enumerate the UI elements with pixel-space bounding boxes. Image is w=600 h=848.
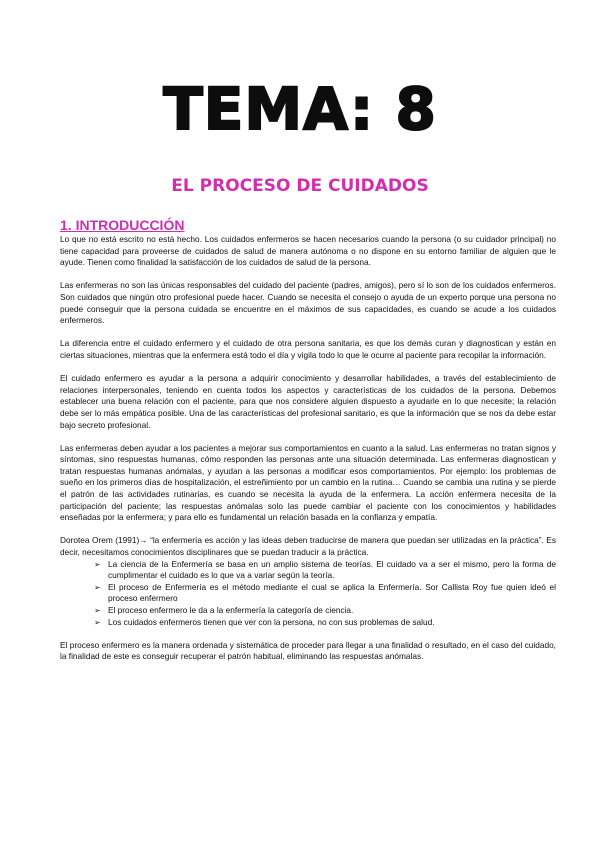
list-item bbox=[94, 559, 556, 582]
arrow-bullet-icon: ➢ bbox=[94, 582, 101, 592]
arrow-bullet-icon: ➢ bbox=[94, 617, 101, 627]
paragraph: Dorotea Orem (1991)→ “la enfermería es acción y las ideas deben traducirse de manera que puedan ser utilizadas en la práctica”. Es decir, necesitamos conocimientos disciplinares que se puedan traducir a la práctica. bbox=[60, 535, 556, 558]
page-subtitle: EL PROCESO DE CUIDADOS bbox=[171, 176, 429, 196]
list-item bbox=[94, 582, 556, 605]
list-item-text: Los cuidados enfermeros tienen que ver con la persona, no con sus problemas de salud. bbox=[108, 616, 435, 627]
list-item-text: La ciencia de la Enfermería se basa en un amplio sistema de teorías. El cuidado va a ser el mismo, pero la forma de cumplimentar el cuidado es lo que va a variar según la teoría. bbox=[108, 558, 556, 581]
paragraph: Lo que no está escrito no está hecho. Los cuidados enfermeros se hacen necesarios cuando la persona (o su cuidador principal) no tiene capacidad para proveerse de cuidados de salud de manera autónoma o no dispone en su entorno familiar de alguien que le ayude. Tienen como finalidad la satisfacción de los cuidados de salud de la persona. bbox=[60, 234, 556, 268]
paragraph: Las enfermeras deben ayudar a los pacientes a mejorar sus comportamientos en cuanto a la salud. Las enfermeras no tratan signos y síntomas, sino respuestas humanas, cómo responden las personas ante una situación determinada. Las enfermeras diagnostican y tratan respuestas humanas anómalas, y ayudan a las personas a modificar esos comportamientos. Por ejemplo: los problemas de sueño en los primeros días de hospitalización, el estreñimiento por un cambio en la rutina… Cuando se cambia una rutina y se pierde el patrón de las actividades rutinarias, es cuando se necesita la ayuda de la enfermera. La acción enfermera necesita de la participación del paciente; las respuestas anómalas solo las puede cambiar el paciente con los conocimientos y habilidades enseñadas por la enfermera; y para ello es fundamental un relación basada en la confianza y empatía. bbox=[60, 442, 556, 523]
list-item-text: El proceso enfermero le da a la enfermería la categoría de ciencia. bbox=[108, 605, 354, 615]
closing-paragraph: El proceso enfermero es la manera ordenada y sistemática de proceder para llegar a una finalidad o resultado, en el caso del cuidado, la finalidad de este es conseguir recuperar el patrón habitual, eliminando las respuestas anómalas. bbox=[60, 639, 556, 662]
body-text bbox=[60, 234, 556, 675]
section-heading: 1. INTRODUCCIÓN bbox=[60, 217, 185, 233]
paragraph: El cuidado enfermero es ayudar a la persona a adquirir conocimiento y desarrollar habilidades, a través del establecimiento de relaciones interpersonales, teniendo en cuenta todos los aspectos y características de los cuidados de la persona. Debemos establecer una buena relación con el paciente, para que nos considere alguien dispuesto a ayudarle en lo que necesite; la relación debe ser lo más empática posible. Una de las características del profesional sanitario, es que la información que se nos da debe estar bajo secreto profesional. bbox=[60, 373, 556, 430]
list-item bbox=[94, 605, 556, 617]
arrow-bullet-icon: ➢ bbox=[94, 606, 101, 615]
arrow-bullet-icon: ➢ bbox=[94, 559, 101, 569]
bullet-list bbox=[60, 559, 556, 629]
page-title: TEMA: 8 bbox=[163, 75, 437, 143]
paragraph: La diferencia entre el cuidado enfermero y el cuidado de otra persona sanitaria, es que los demás curan y diagnostican y están en ciertas situaciones, mientras que la enfermera está todo el día y vigila todo lo que le ocurre al paciente para recopilar la información. bbox=[60, 338, 556, 360]
list-item bbox=[94, 617, 556, 629]
list-item-text: El proceso de Enfermería es el método mediante el cual se aplica la Enfermería. Sor Callista Roy fue quien ideó el proceso enfermero bbox=[108, 581, 556, 604]
paragraph: Las enfermeras no son las únicas responsables del cuidado del paciente (padres, amigos), pero sí lo son de los cuidados enfermeros. Son cuidados que ningún otro profesional puede hacer. Cuando se necesita el consejo o ayuda de un experto porque una persona no puede conseguir que la persona cuidada se encuentre en el máximos de sus capacidades, es cuando se acude a los cuidados enfermeros. bbox=[60, 280, 556, 326]
